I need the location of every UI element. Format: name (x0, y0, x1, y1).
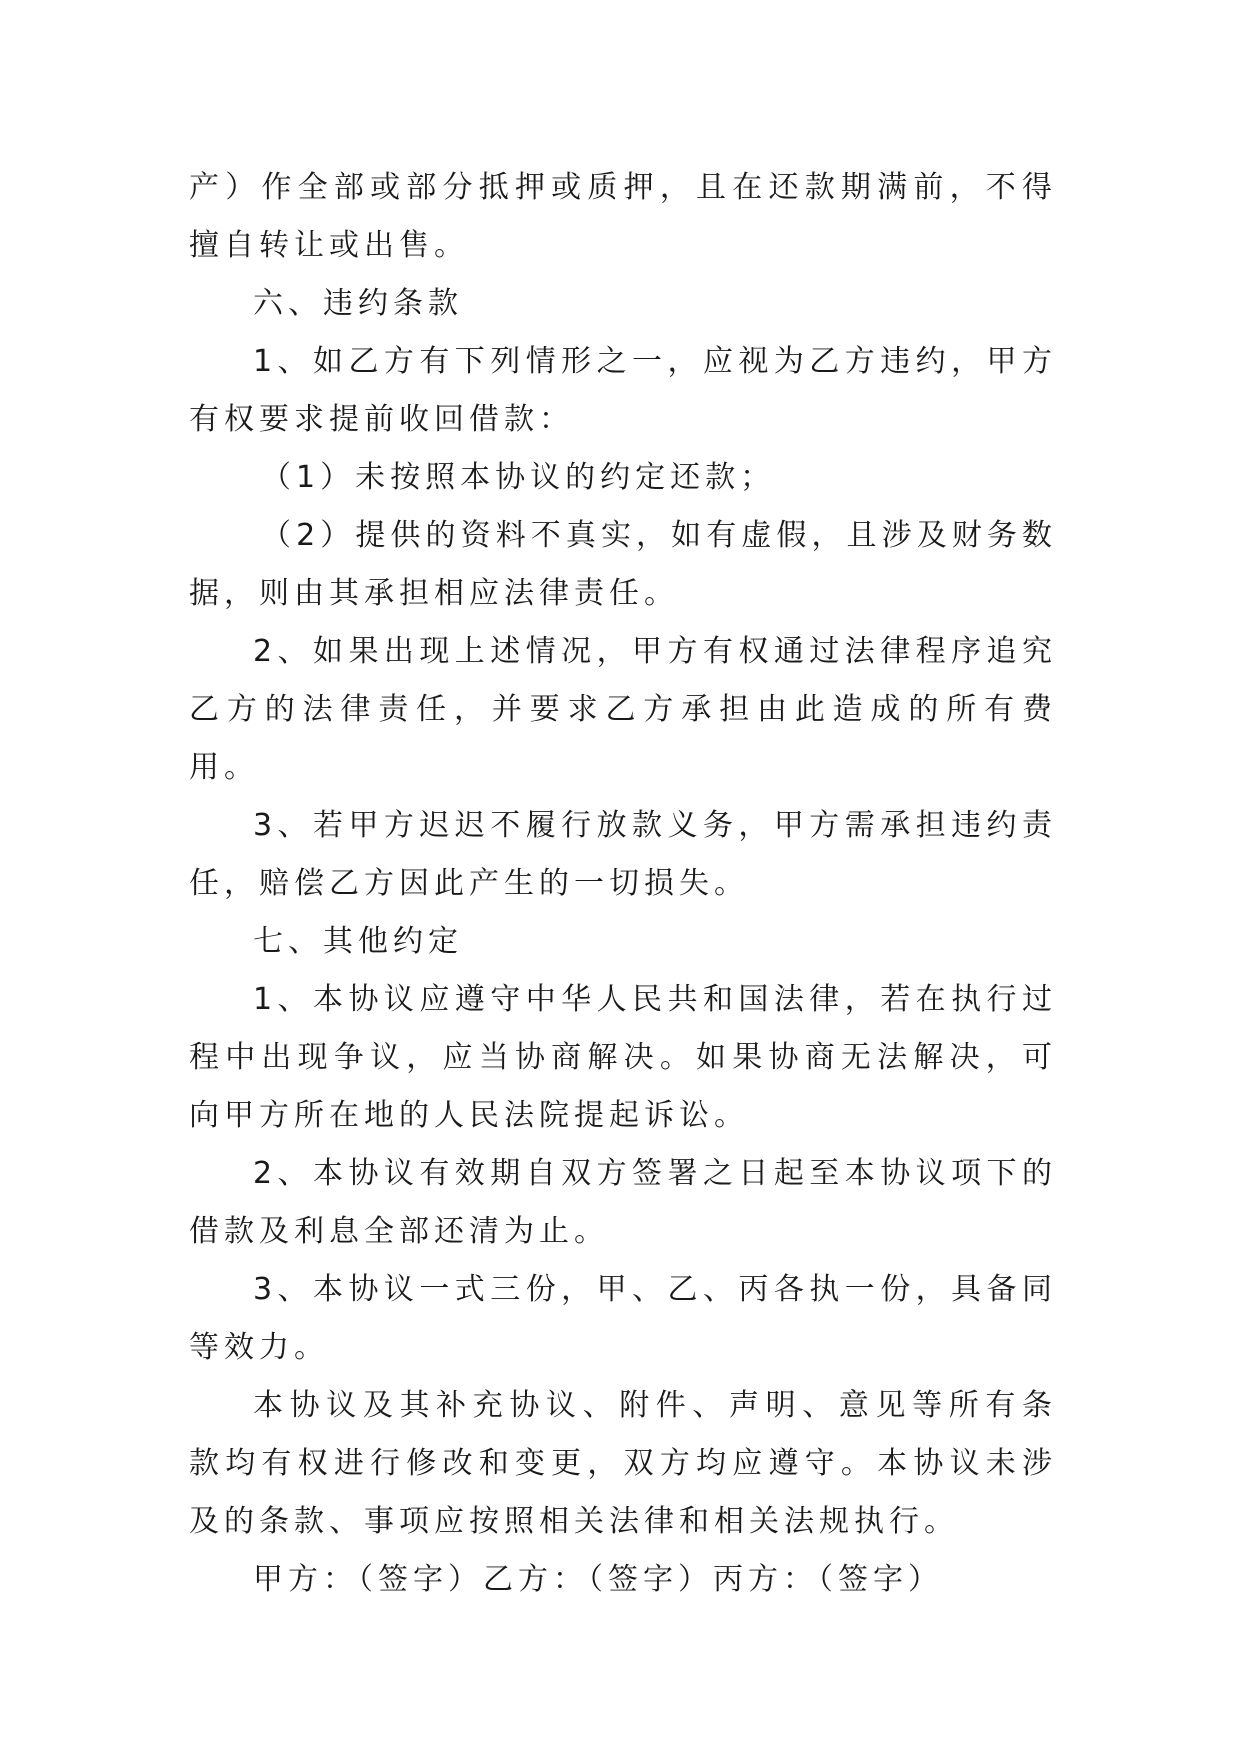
clause-other-2: 2、本协议有效期自双方签署之日起至本协议项下的借款及利息全部还清为止。 (189, 1156, 1057, 1249)
clause-breach-item-1: （1）未按照本协议的约定还款； (261, 460, 776, 495)
clause-other-1: 1、本协议应遵守中华人民共和国法律，若在执行过程中出现争议，应当协商解决。如果协商无法解决，可向甲方所在地的人民法院提起诉讼。 (189, 982, 1057, 1133)
section-heading-other: 七、其他约定 (253, 924, 463, 959)
signature-party-c: 丙方：（签字） (713, 1562, 943, 1597)
clause-other-3: 3、本协议一式三份，甲、乙、丙各执一份，具备同等效力。 (189, 1272, 1057, 1365)
signature-party-a: 甲方：（签字） (253, 1562, 483, 1597)
document-body (189, 159, 1057, 1609)
signature-party-b: 乙方：（签字） (483, 1562, 713, 1597)
signature-line (189, 1551, 1057, 1609)
paragraph-continuation: 产）作全部或部分抵押或质押，且在还款期满前，不得擅自转让或出售。 (189, 170, 1057, 263)
clause-breach-1: 1、如乙方有下列情形之一，应视为乙方违约，甲方有权要求提前收回借款： (189, 344, 1057, 437)
section-heading-breach: 六、违约条款 (253, 286, 463, 321)
clause-breach-item-2: （2）提供的资料不真实，如有虚假，且涉及财务数据，则由其承担相应法律责任。 (189, 518, 1057, 611)
closing-note: 本协议及其补充协议、附件、声明、意见等所有条款均有权进行修改和变更，双方均应遵守。本协议未涉及的条款、事项应按照相关法律和相关法规执行。 (189, 1388, 1057, 1539)
clause-breach-2: 2、如果出现上述情况，甲方有权通过法律程序追究乙方的法律责任，并要求乙方承担由此造成的所有费用。 (189, 634, 1057, 785)
clause-breach-3: 3、若甲方迟迟不履行放款义务，甲方需承担违约责任，赔偿乙方因此产生的一切损失。 (189, 808, 1057, 901)
